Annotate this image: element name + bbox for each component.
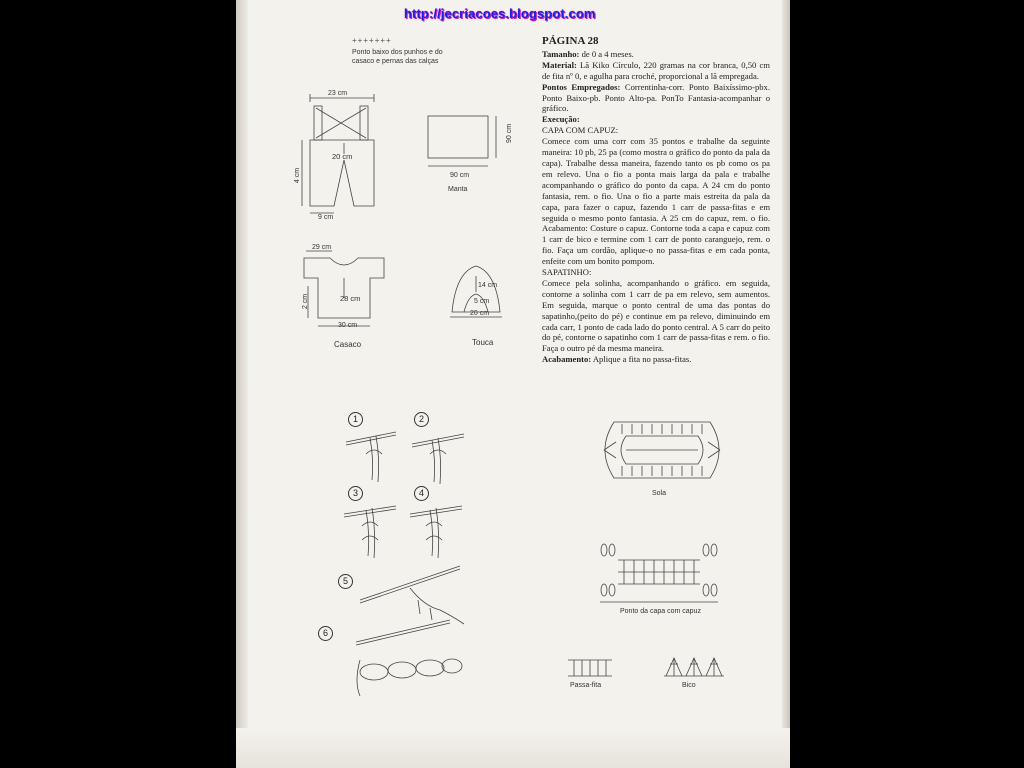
touca-height-label: 14 cm xyxy=(478,282,498,289)
sapatinho-title: SAPATINHO: xyxy=(542,267,592,278)
acabamento-value: Aplique a fita no passa-fitas. xyxy=(591,354,692,365)
manta-width-label: 90 cm xyxy=(450,172,470,179)
acabamento-label: Acabamento: xyxy=(542,354,592,365)
step-number-2: 2 xyxy=(414,412,429,427)
step-1-drawing xyxy=(346,432,396,482)
passa-fita-chart xyxy=(566,656,616,680)
step-2-drawing xyxy=(412,434,464,484)
manta-height-label: 90 cm xyxy=(506,123,514,144)
pontos-value: Correntinha-corr. Ponto Baixíssimo-pbx. Ponto Baixo-pb. Ponto Alto-pa. PonTo Fantasia-acompanhar o gráfico. xyxy=(542,81,770,114)
page-bottom-shadow xyxy=(236,728,790,768)
sola-chart xyxy=(592,414,732,490)
casaco-mid-label: 28 cm xyxy=(340,294,361,303)
acabamento-paragraph xyxy=(542,354,770,365)
capa-paragraph: Comece com uma corr com 35 pontos e trabalhe da seguinte maneira: 10 pb, 25 pa (como mostra o gráfico do ponto da pala da capa). Trabalhe dessa maneira, fazendo tanto os pb como os pa em relevo. Una o fio a ponta mais larga da pala e trabalhe acompanhando o gráfico do ponto da capa. A 24 cm do ponto fantasia, rem. o fio. Una o fio a parte mais estreita da pala da capa, para fazer o capuz, fazendo 1 carr de passa-fitas e em seguida o mesmo ponto fantasia. A 25 cm do capuz, rem. o fio. Acabamento: Costure o capuz. Contorne toda a capa e capuz com 1 carr de bico e termine com 1 carr de ponto caranguejo, rem. o fio. Faça um cordão, aplique-o no passa-fitas e em cada ponta, enfeite com um bonito pompom. xyxy=(542,136,770,267)
tamanho-value: de 0 a 4 meses. xyxy=(579,48,634,59)
bico-chart-label: Bico xyxy=(682,682,696,689)
casaco-side-label: 2 cm xyxy=(302,293,310,310)
page-heading: PÁGINA 28 xyxy=(542,35,599,47)
touca-name-label: Touca xyxy=(472,338,494,347)
casaco-bottom-label: 30 cm xyxy=(338,322,358,329)
manta-name-label: Manta xyxy=(448,186,468,193)
calca-top-label: 23 cm xyxy=(328,90,348,97)
instructions-text xyxy=(542,36,770,365)
steps-illustration xyxy=(340,410,490,710)
touca-width-label: 20 cm xyxy=(470,310,490,317)
pontos-label: Pontos Empregados: xyxy=(542,81,621,92)
manta-diagram xyxy=(424,110,524,180)
touca-inner-label: 5 cm xyxy=(474,298,490,305)
casaco-top-label: 29 cm xyxy=(312,244,332,251)
step-4-drawing xyxy=(410,506,462,558)
calca-mid-label: 20 cm xyxy=(332,152,353,161)
sapatinho-paragraph: Comece pela solinha, acompanhando o gráfico. em seguida, contorne a solinha com 1 carr de pa em relevo, sem aumentos. Em seguida, marque o ponto central de uma das pontas do sapatinho,(peito do pé) e continue em pa relevo, diminuindo em cada carr, 1 ponto de cada lado do ponto central. A 5 carr do peito do pé, contorne o sapatinho com 1 carr de passa-fitas e rem. o fio. Faça o outro pé da mesma maneira. xyxy=(542,277,770,354)
page-spine xyxy=(236,0,248,768)
watermark-url[interactable]: http://jecriacoes.blogspot.com xyxy=(404,6,596,21)
material-label: Material: xyxy=(542,59,577,70)
legend-crosses: +++++++ xyxy=(352,36,392,45)
bico-chart xyxy=(662,652,728,680)
capa-title: CAPA COM CAPUZ: xyxy=(542,125,619,136)
sola-chart-label: Sola xyxy=(652,490,667,497)
tamanho-label: Tamanho: xyxy=(542,48,580,59)
step-number-1: 1 xyxy=(348,412,363,427)
passa-fita-chart-label: Passa-fita xyxy=(570,682,602,689)
page-edge xyxy=(782,0,790,768)
material-value: Lã Kiko Círculo, 220 gramas na cor branca, 0,50 cm de fita nº 0, e agulha para croché, proporcional a lã empregada. xyxy=(542,59,770,81)
calca-side-label: 4 cm xyxy=(294,167,302,184)
calca-leg-label: 9 cm xyxy=(318,214,334,221)
legend-text: Ponto baixo dos punhos e do casaco e pernas das calças xyxy=(352,49,443,65)
capa-stitch-chart xyxy=(594,540,734,608)
tamanho-paragraph xyxy=(542,49,770,60)
execucao-label: Execução: xyxy=(542,114,580,125)
step-number-3: 3 xyxy=(348,486,363,501)
step-number-4: 4 xyxy=(414,486,429,501)
execucao-paragraph xyxy=(542,114,770,125)
material-paragraph xyxy=(542,60,770,82)
step-5-drawing xyxy=(360,566,464,624)
step-number-6: 6 xyxy=(318,626,333,641)
capa-stitch-chart-label: Ponto da capa com capuz xyxy=(620,608,701,615)
pontos-paragraph xyxy=(542,82,770,115)
step-number-5: 5 xyxy=(338,574,353,589)
step-6-drawing xyxy=(356,620,462,696)
casaco-name-label: Casaco xyxy=(334,340,362,349)
step-3-drawing xyxy=(344,506,396,558)
